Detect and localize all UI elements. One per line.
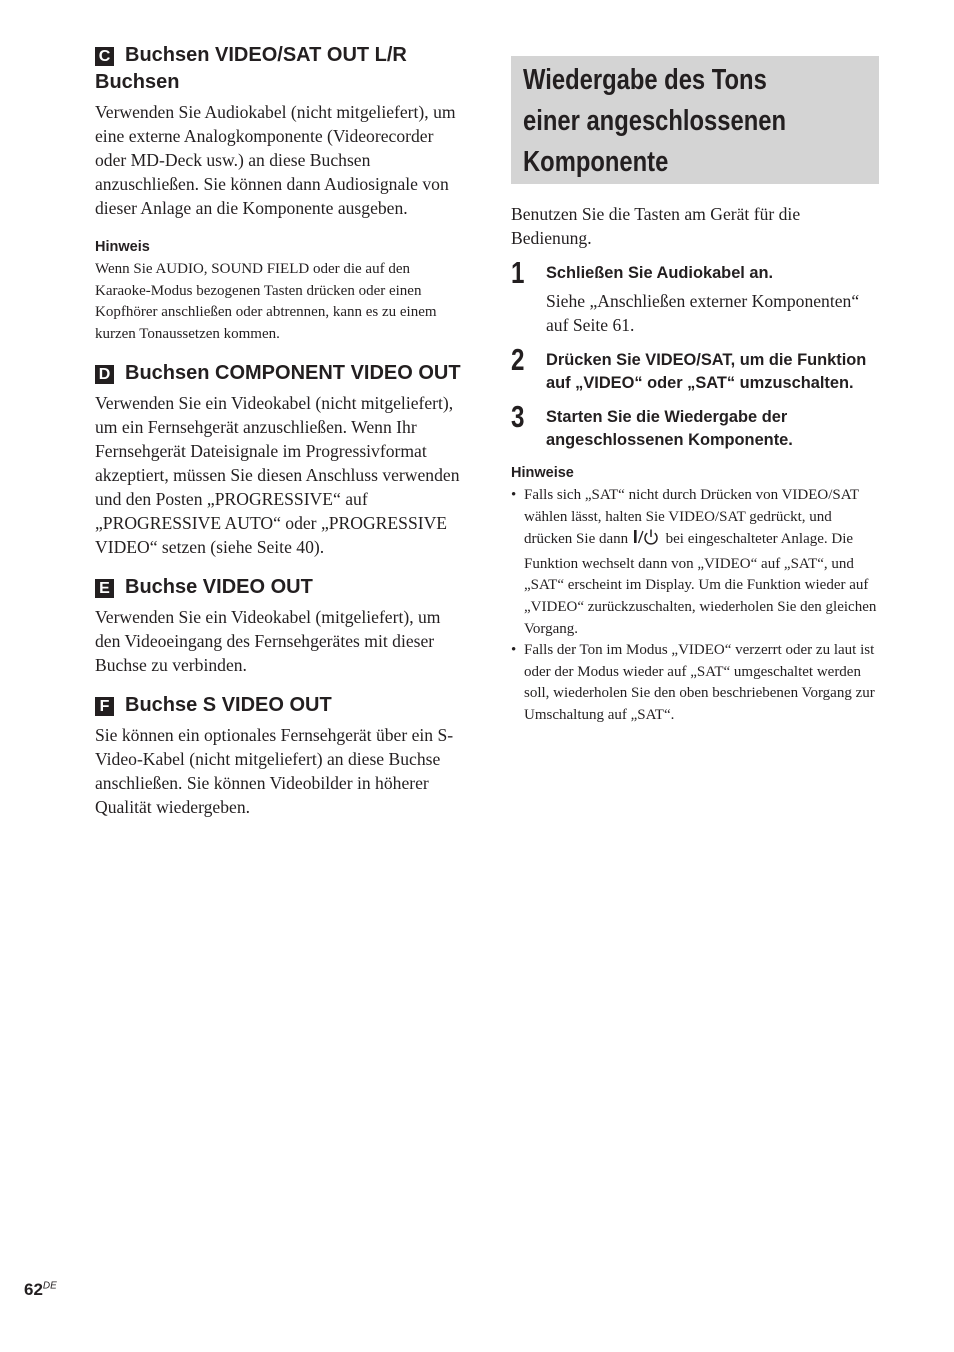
- title-line-3: Komponente: [523, 146, 669, 178]
- section-c-heading: [95, 42, 467, 96]
- step-2: [511, 342, 879, 395]
- intro-text: Benutzen Sie die Tasten am Gerät für die Bedienung.: [511, 204, 801, 248]
- section-e: [95, 574, 467, 677]
- section-title-box: [511, 56, 879, 184]
- section-f-heading: [95, 692, 467, 719]
- step-heading: Schließen Sie Audiokabel an.: [546, 264, 774, 282]
- step-number: 1: [511, 255, 525, 290]
- section-c-body: Verwenden Sie Audiokabel (nicht mitgeliefert), um eine externe Analogkomponente (Videorecorder oder MD-Deck usw.) an diese Buchsen anzuschließen. Sie können dann Audiosignale von dieser Anlage an die Komponente ausgeben.: [95, 102, 456, 218]
- hint-text: Wenn Sie AUDIO, SOUND FIELD oder die auf den Karaoke-Modus bezogenen Tasten drücken oder einen Kopfhörer anschließen oder abtrennen, kann es zu einem kurzen Tonaussetzen kommen.: [95, 261, 437, 342]
- letter-d-icon: D: [95, 365, 114, 384]
- page-number-suffix: DE: [42, 1280, 57, 1292]
- bullet: •: [511, 642, 517, 659]
- power-standby-icon: [632, 528, 662, 554]
- section-f: [95, 692, 467, 819]
- hint-2-text: Falls der Ton im Modus „VIDEO“ verzerrt oder zu laut ist oder der Modus wieder auf „SAT“ umgeschaltet werden soll, wiederholen Sie den oben beschriebenen Vorgang zur Umschaltung auf „SAT“.: [524, 642, 875, 723]
- step-number: 3: [511, 399, 525, 434]
- page-number: [24, 1280, 57, 1300]
- section-d-heading: [95, 360, 467, 387]
- section-e-title: Buchse VIDEO OUT: [125, 576, 313, 599]
- step-number: 2: [511, 342, 525, 377]
- page-number-value: 62: [24, 1280, 43, 1299]
- section-f-body: Sie können ein optionales Fernsehgerät über ein S-Video-Kabel (nicht mitgeliefert) an diese Buchse anschließen. Sie können Videobilder in höherer Qualität wiedergeben.: [95, 725, 454, 818]
- list-item: [511, 640, 879, 726]
- hints-list: [511, 485, 879, 727]
- section-f-title: Buchse S VIDEO OUT: [125, 694, 332, 717]
- right-column: [511, 56, 879, 727]
- list-item: [511, 485, 879, 640]
- step-heading: Drücken Sie VIDEO/SAT, um die Funktion auf „VIDEO“ oder „SAT“ umzuschalten.: [546, 351, 867, 392]
- section-title: [523, 60, 876, 183]
- step-3: [511, 399, 879, 452]
- hint-1-text-after: bei eingeschalteter Anlage. Die Funktion wechselt dann von „VIDEO“ auf „SAT“, und „SAT“ erscheint im Display. Um die Funktion wieder auf „VIDEO“ zurückzuschalten, wiederholen Sie den gleichen Vorgang.: [524, 531, 877, 637]
- section-d-title: Buchsen COMPONENT VIDEO OUT: [125, 362, 461, 385]
- section-d-body: Verwenden Sie ein Videokabel (nicht mitgeliefert), um ein Fernsehgerät anzuschließen. Wenn Ihr Fernsehgerät Dateisignale im Progressivformat akzeptiert, müssen Sie diesen Anschluss verwenden und den Posten „PROGRESSIVE“ auf „PROGRESSIVE AUTO“ oder „PROGRESSIVE VIDEO“ setzen (siehe Seite 40).: [95, 393, 460, 558]
- step-heading: Starten Sie die Wiedergabe der angeschlossenen Komponente.: [546, 408, 793, 449]
- title-line-1: Wiedergabe des Tons: [523, 64, 767, 96]
- section-e-heading: [95, 574, 467, 601]
- bullet: •: [511, 487, 517, 503]
- section-e-body: Verwenden Sie ein Videokabel (mitgeliefert), um den Videoeingang des Fernsehgerätes mit dieser Buchse zu verbinden.: [95, 607, 441, 676]
- title-line-2: einer angeschlossenen: [523, 105, 787, 137]
- hint-title: Hinweis: [95, 239, 150, 255]
- section-c: [95, 42, 467, 345]
- step-1: [511, 255, 879, 337]
- hint-1-text-before: Falls sich „SAT“ nicht durch Drücken von VIDEO/SAT wählen lässt, halten Sie VIDEO/SAT gedrückt, und drücken Sie dann: [524, 487, 859, 548]
- hints-title: Hinweise: [511, 465, 574, 481]
- step-body: Siehe „Anschließen externer Komponenten“ auf Seite 61.: [546, 291, 860, 335]
- left-column: [95, 42, 467, 819]
- letter-c-icon: C: [95, 47, 114, 66]
- letter-e-icon: E: [95, 579, 114, 598]
- section-c-title: Buchsen VIDEO/SAT OUT L/R Buchsen: [95, 44, 407, 93]
- section-d: [95, 360, 467, 559]
- letter-f-icon: F: [95, 697, 114, 716]
